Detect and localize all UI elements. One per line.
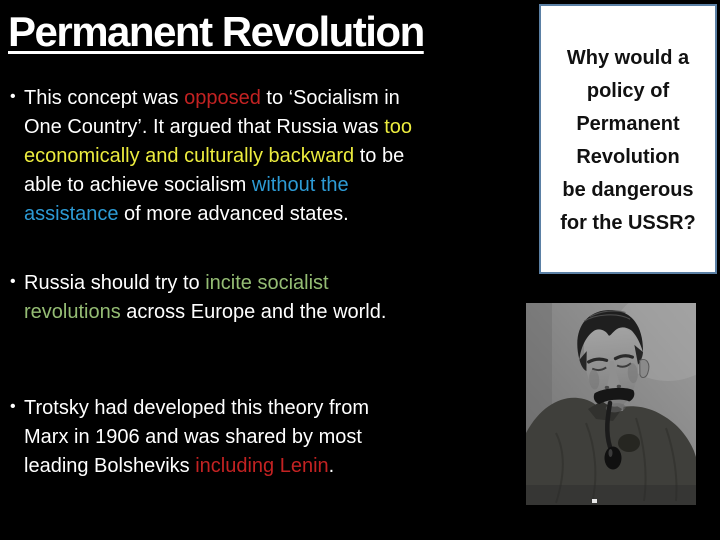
bullet-text-3: Trotsky had developed this theory from Marx in 1906 and was shared by most leading Bolsheviks including Lenin. bbox=[24, 397, 369, 477]
bullet-text-2: Russia should try to incite socialist revolutions across Europe and the world. bbox=[24, 272, 387, 323]
stalin-portrait-drawing bbox=[526, 303, 696, 505]
bullet-marker: • bbox=[10, 273, 16, 290]
bullet-item-1 bbox=[10, 84, 532, 229]
bullet-marker: • bbox=[10, 88, 16, 105]
bullet-item-3 bbox=[10, 394, 532, 481]
slide-title: Permanent Revolution bbox=[8, 8, 424, 55]
bullet-marker: • bbox=[10, 398, 16, 415]
bullet-item-2 bbox=[10, 269, 532, 327]
question-box bbox=[539, 4, 717, 274]
question-text: Why would a policy of Permanent Revolution be dangerous for the USSR? bbox=[560, 47, 696, 234]
bullet-text-1: This concept was opposed to ‘Socialism in One Country’. It argued that Russia was too economically and culturally backward to be able to achieve socialism without the assistance of more advanced states. bbox=[24, 87, 412, 225]
stalin-portrait-image bbox=[526, 303, 696, 505]
